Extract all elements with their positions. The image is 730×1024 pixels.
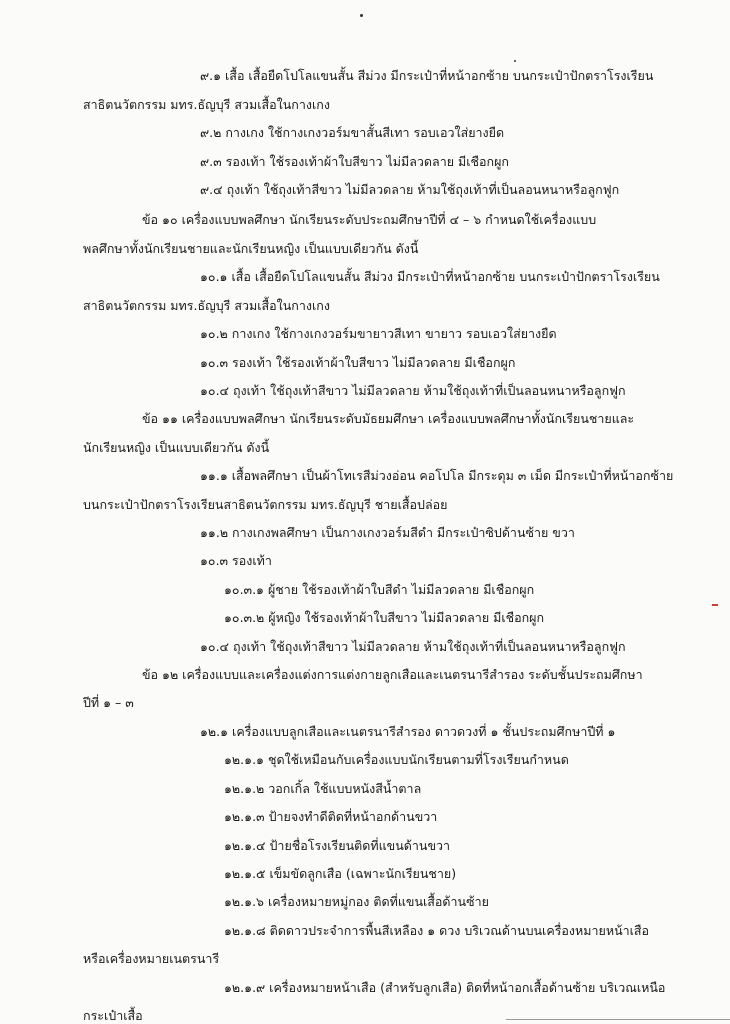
text-line: ๑๐.๓.๒ ผู้หญิง ใช้รองเท้าผ้าใบสีขาว ไม่มีลวดลาย มีเชือกผูก (224, 610, 545, 625)
text-line: พลศึกษาทั้งนักเรียนชายและนักเรียนหญิง เป็นแบบเดียวกัน ดังนี้ (83, 241, 419, 256)
text-line: ๙.๓ รองเท้า ใช้รองเท้าผ้าใบสีขาว ไม่มีลวดลาย มีเชือกผูก (200, 154, 509, 169)
text-line: หรือเครื่องหมายเนตรนารี (83, 951, 220, 966)
text-line: ๑๐.๔ ถุงเท้า ใช้ถุงเท้าสีขาว ไม่มีลวดลาย ห้ามใช้ถุงเท้าที่เป็นลอนหนาหรือลูกฟูก (200, 383, 626, 398)
text-line: นักเรียนหญิง เป็นแบบเดียวกัน ดังนี้ (83, 440, 270, 455)
text-line: ๑๐.๓ รองเท้า ใช้รองเท้าผ้าใบสีขาว ไม่มีลวดลาย มีเชือกผูก (200, 355, 516, 370)
text-line: ๑๒.๑.๕ เข็มขัดลูกเสือ (เฉพาะนักเรียนชาย) (224, 866, 457, 881)
text-line: ๑๑.๒ กางเกงพลศึกษา เป็นกางเกงวอร์มสีดำ มีกระเป๋าซิปด้านซ้าย ขวา (200, 525, 575, 540)
text-line: ๑๐.๑ เสื้อ เสื้อยืดโปโลแขนสั้น สีม่วง มีกระเป๋าที่หน้าอกซ้าย บนกระเป๋าปักตราโรงเรียน (200, 269, 660, 284)
text-line: ปีที่ ๑ – ๓ (83, 695, 134, 710)
text-line: ข้อ ๑๑ เครื่องแบบพลศึกษา นักเรียนระดับมัธยมศึกษา เครื่องแบบพลศึกษาทั้งนักเรียนชายและ (142, 411, 635, 426)
scan-dot (514, 60, 516, 62)
scan-mark (712, 604, 718, 606)
text-line: ข้อ ๑๒ เครื่องแบบและเครื่องแต่งการแต่งกายลูกเสือและเนตรนารีสำรอง ระดับชั้นประถมศึกษา (142, 667, 643, 682)
text-line: ๙.๒ กางเกง ใช้กางเกงวอร์มขาสั้นสีเทา รอบเอวใส่ยางยืด (200, 125, 505, 140)
text-line: ๑๑.๑ เสื้อพลศึกษา เป็นผ้าโทเรสีม่วงอ่อน คอโปโล มีกระดุม ๓ เม็ด มีกระเป๋าที่หน้าอกซ้าย (200, 468, 674, 483)
text-line: ๑๒.๑.๙ เครื่องหมายหน้าเสือ (สำหรับลูกเสือ) ติดที่หน้าอกเสื้อด้านซ้าย บริเวณเหนือ (224, 980, 666, 995)
text-line: ๑๐.๓.๑ ผู้ชาย ใช้รองเท้าผ้าใบสีดำ ไม่มีลวดลาย มีเชือกผูก (224, 582, 535, 597)
text-line: ๑๒.๑.๒ วอกเกิ้ล ใช้แบบหนังสีน้ำตาล (224, 781, 422, 796)
text-line: ๑๐.๒ กางเกง ใช้กางเกงวอร์มขายาวสีเทา ขายาว รอบเอวใส่ยางยืด (200, 326, 557, 341)
scan-line (506, 1019, 730, 1020)
text-line: ๑๒.๑ เครื่องแบบลูกเสือและเนตรนารีสำรอง ดาวดวงที่ ๑ ชั้นประถมศึกษาปีที่ ๑ (200, 724, 616, 739)
scan-dot (360, 14, 363, 17)
text-line: กระเป๋าเสื้อ (83, 1008, 143, 1023)
text-line: บนกระเป๋าปักตราโรงเรียนสาธิตนวัตกรรม มทร.ธัญบุรี ชายเสื้อปล่อย (83, 497, 448, 512)
text-line: ๑๒.๑.๘ ติดดาวประจำการพื้นสีเหลือง ๑ ดวง บริเวณด้านบนเครื่องหมายหน้าเสือ (224, 923, 650, 938)
text-line: สาธิตนวัตกรรม มทร.ธัญบุรี สวมเสื้อในกางเกง (83, 97, 330, 112)
text-line: ๑๒.๑.๑ ชุดใช้เหมือนกับเครื่องแบบนักเรียนตามที่โรงเรียนกำหนด (224, 752, 569, 767)
text-line: ๑๒.๑.๖ เครื่องหมายหมู่กอง ติดที่แขนเสื้อด้านซ้าย (224, 894, 489, 909)
text-line: ๑๒.๑.๔ ป้ายชื่อโรงเรียนติดที่แขนด้านขวา (224, 838, 451, 853)
text-line: ๑๐.๓ รองเท้า (200, 553, 272, 568)
text-line: ๑๒.๑.๓ ป้ายจงทำดีติดที่หน้าอกด้านขวา (224, 809, 438, 824)
text-line: ๑๐.๔ ถุงเท้า ใช้ถุงเท้าสีขาว ไม่มีลวดลาย ห้ามใช้ถุงเท้าที่เป็นลอนหนาหรือลูกฟูก (200, 639, 626, 654)
text-line: สาธิตนวัตกรรม มทร.ธัญบุรี สวมเสื้อในกางเกง (83, 298, 330, 313)
text-line: ๙.๑ เสื้อ เสื้อยืดโปโลแขนสั้น สีม่วง มีกระเป๋าที่หน้าอกซ้าย บนกระเป๋าปักตราโรงเรียน (200, 68, 654, 83)
text-line: ๙.๔ ถุงเท้า ใช้ถุงเท้าสีขาว ไม่มีลวดลาย ห้ามใช้ถุงเท้าที่เป็นลอนหนาหรือลูกฟูก (200, 182, 620, 197)
text-line: ข้อ ๑๐ เครื่องแบบพลศึกษา นักเรียนระดับประถมศึกษาปีที่ ๔ – ๖ กำหนดใช้เครื่องแบบ (142, 212, 597, 227)
